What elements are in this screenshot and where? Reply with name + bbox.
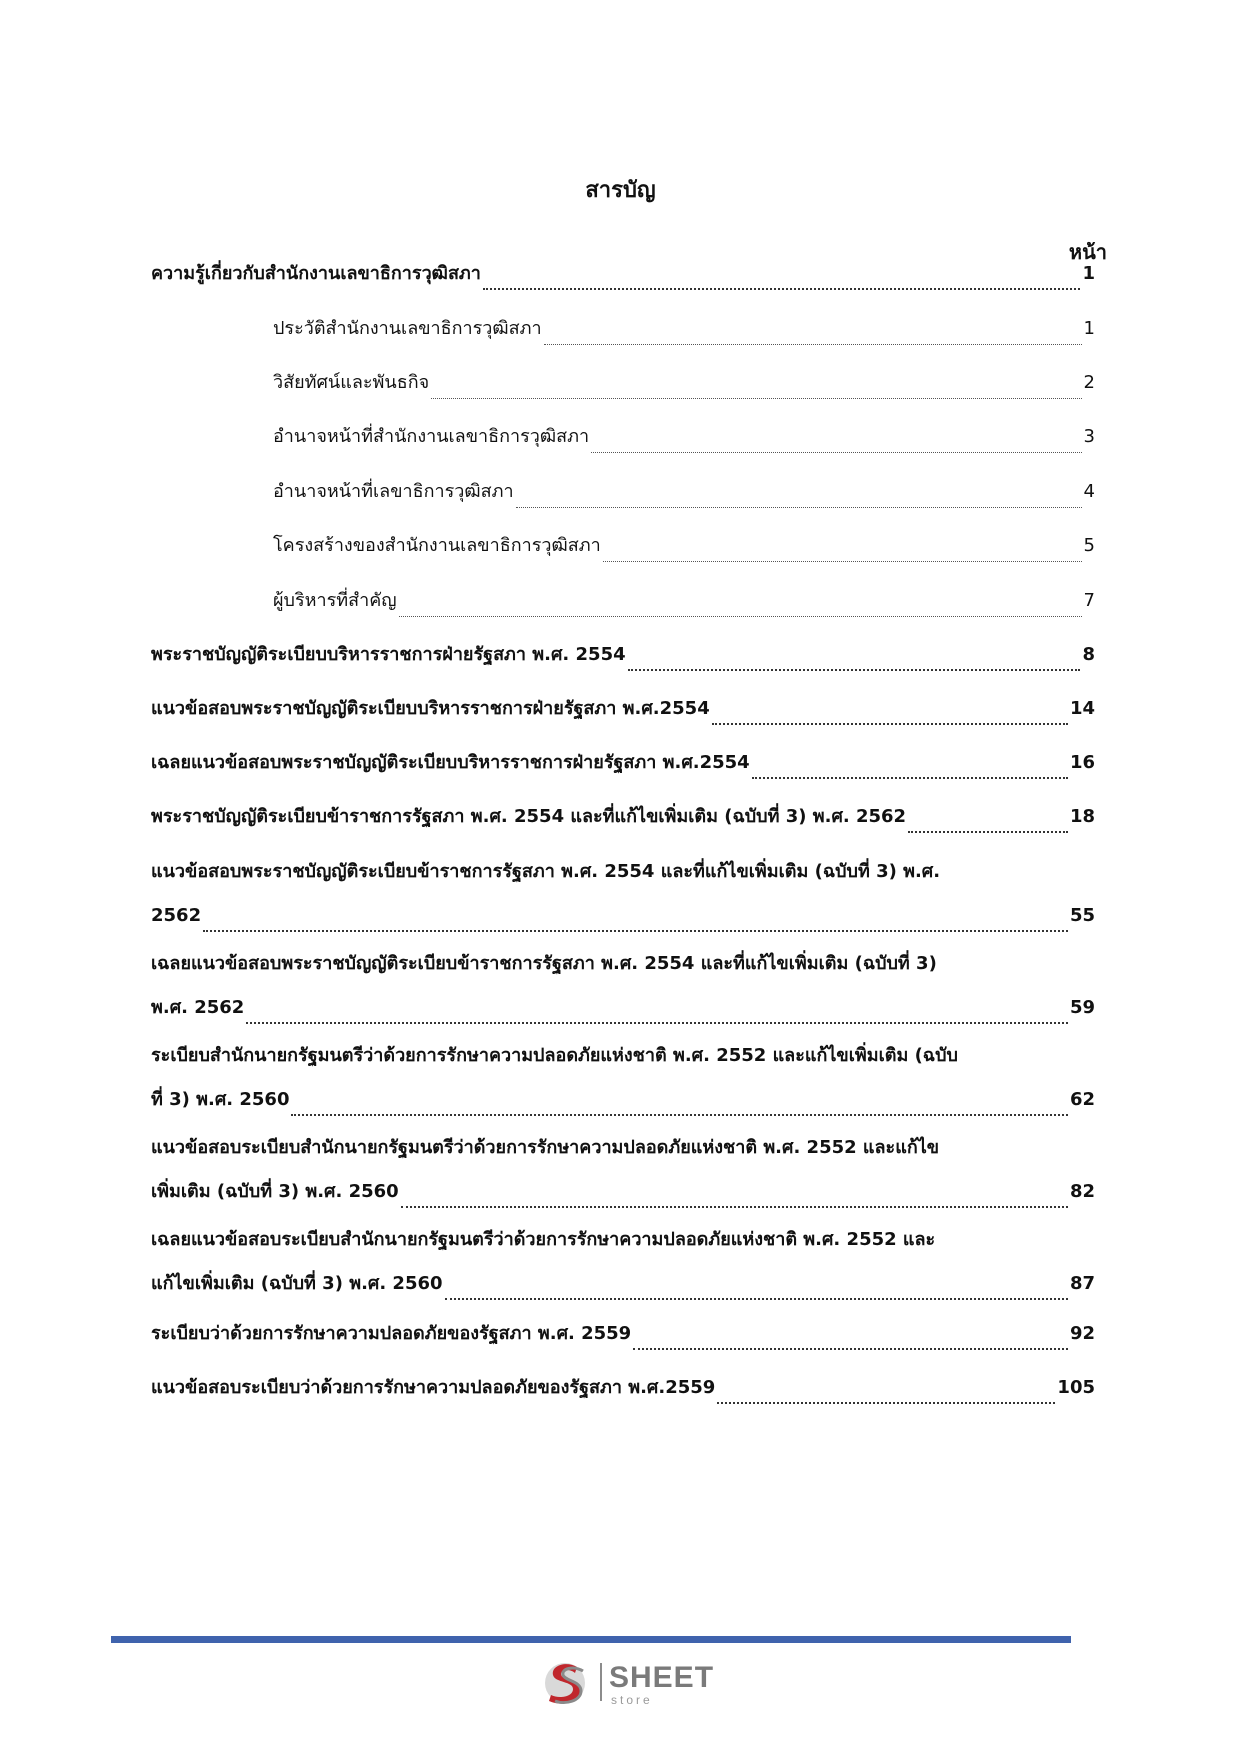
toc-entry[interactable] bbox=[151, 795, 1095, 839]
toc-leader-dots bbox=[628, 669, 1081, 671]
page-title: สารบัญ bbox=[585, 178, 656, 203]
toc-entry-text: 2562 bbox=[151, 905, 202, 926]
toc-leader-dots bbox=[633, 1348, 1068, 1350]
toc-entry-text: อำนาจหน้าที่สำนักงานเลขาธิการวุฒิสภา bbox=[273, 426, 590, 447]
toc-page-number: 8 bbox=[1082, 644, 1095, 665]
toc-leader-dots bbox=[603, 561, 1082, 562]
logo-brand-subtext: store bbox=[611, 1693, 653, 1707]
toc-entry-text: แนวข้อสอบระเบียบสำนักนายกรัฐมนตรีว่าด้วยการรักษาความปลอดภัยแห่งชาติ พ.ศ. 2552 และแก้ไข bbox=[151, 1137, 940, 1158]
logo-brand-text: SHEET bbox=[609, 1661, 715, 1694]
toc-entry-text: วิสัยทัศน์และพันธกิจ bbox=[273, 372, 430, 393]
toc-leader-dots bbox=[483, 288, 1081, 290]
toc-entry[interactable] bbox=[273, 470, 1095, 514]
toc-entry-text: แก้ไขเพิ่มเติม (ฉบับที่ 3) พ.ศ. 2560 bbox=[151, 1273, 443, 1294]
toc-entry-text: พระราชบัญญัติระเบียบบริหารราชการฝ่ายรัฐสภา พ.ศ. 2554 bbox=[151, 644, 626, 665]
toc-page-number: 2 bbox=[1083, 372, 1095, 393]
toc-leader-dots bbox=[591, 452, 1081, 453]
toc-page-number: 82 bbox=[1069, 1181, 1095, 1202]
toc-leader-dots bbox=[752, 777, 1068, 779]
toc-entry[interactable] bbox=[273, 361, 1095, 405]
toc-leader-dots bbox=[291, 1114, 1067, 1116]
toc-leader-dots bbox=[516, 507, 1082, 508]
toc-entry-text: เฉลยแนวข้อสอบระเบียบสำนักนายกรัฐมนตรีว่าด้วยการรักษาความปลอดภัยแห่งชาติ พ.ศ. 2552 และ bbox=[151, 1229, 936, 1250]
toc-entry[interactable] bbox=[273, 579, 1095, 623]
toc-leader-dots bbox=[401, 1206, 1068, 1208]
toc-page-number: 62 bbox=[1069, 1089, 1095, 1110]
sheet-store-logo-icon bbox=[543, 1657, 591, 1707]
toc-page-number: 7 bbox=[1083, 590, 1095, 611]
toc-entry-text: ที่ 3) พ.ศ. 2560 bbox=[151, 1089, 290, 1110]
toc-page-number: 18 bbox=[1069, 806, 1095, 827]
toc-entry[interactable] bbox=[151, 1312, 1095, 1356]
logo-separator bbox=[600, 1663, 602, 1701]
toc-entry-text: พระราชบัญญัติระเบียบข้าราชการรัฐสภา พ.ศ. 2554 และที่แก้ไขเพิ่มเติม (ฉบับที่ 3) พ.ศ. 2562 bbox=[151, 806, 907, 827]
toc-entry[interactable] bbox=[151, 741, 1095, 785]
toc-entry[interactable] bbox=[273, 524, 1095, 568]
toc-entry[interactable] bbox=[151, 633, 1095, 677]
toc-page-number: 5 bbox=[1083, 535, 1095, 556]
toc-entry-text: แนวข้อสอบพระราชบัญญัติระเบียบบริหารราชการฝ่ายรัฐสภา พ.ศ.2554 bbox=[151, 698, 710, 719]
toc-entry-text: แนวข้อสอบพระราชบัญญัติระเบียบข้าราชการรัฐสภา พ.ศ. 2554 และที่แก้ไขเพิ่มเติม (ฉบับที่ 3) พ.ศ. bbox=[151, 861, 941, 882]
toc-leader-dots bbox=[717, 1402, 1055, 1404]
toc-entry[interactable] bbox=[151, 252, 1095, 296]
sheet-store-logo bbox=[543, 1657, 713, 1707]
toc-page-number: 87 bbox=[1069, 1273, 1095, 1294]
toc-page-number: 3 bbox=[1083, 426, 1095, 447]
toc-leader-dots bbox=[712, 723, 1068, 725]
toc-page-number: 1 bbox=[1082, 263, 1095, 284]
page-column-label: หน้า bbox=[1068, 240, 1107, 264]
toc-leader-dots bbox=[908, 831, 1068, 833]
toc-entry[interactable] bbox=[273, 307, 1095, 351]
toc-entry[interactable] bbox=[151, 1218, 1095, 1306]
toc-entry-text: แนวข้อสอบระเบียบว่าด้วยการรักษาความปลอดภัยของรัฐสภา พ.ศ.2559 bbox=[151, 1377, 716, 1398]
toc-entry-text: ประวัติสำนักงานเลขาธิการวุฒิสภา bbox=[273, 318, 542, 339]
toc-entry-text: พ.ศ. 2562 bbox=[151, 997, 245, 1018]
toc-entry-text: ผู้บริหารที่สำคัญ bbox=[273, 590, 397, 611]
toc-leader-dots bbox=[246, 1022, 1068, 1024]
toc-entry[interactable] bbox=[273, 415, 1095, 459]
toc-entry-text: เฉลยแนวข้อสอบพระราชบัญญัติระเบียบข้าราชการรัฐสภา พ.ศ. 2554 และที่แก้ไขเพิ่มเติม (ฉบับที่ 3) bbox=[151, 953, 937, 974]
toc-entry-text: ระเบียบสำนักนายกรัฐมนตรีว่าด้วยการรักษาความปลอดภัยแห่งชาติ พ.ศ. 2552 และแก้ไขเพิ่มเติม (ฉบับ bbox=[151, 1045, 958, 1066]
footer-divider bbox=[111, 1636, 1071, 1643]
toc-entry[interactable] bbox=[151, 942, 1095, 1030]
toc-entry[interactable] bbox=[151, 1366, 1095, 1410]
toc-entry-text: โครงสร้างของสำนักงานเลขาธิการวุฒิสภา bbox=[273, 535, 601, 556]
toc-leader-dots bbox=[445, 1298, 1068, 1300]
toc-leader-dots bbox=[431, 398, 1081, 399]
toc-page-number: 55 bbox=[1069, 905, 1095, 926]
toc-page-number: 1 bbox=[1083, 318, 1095, 339]
toc-entry-text: ความรู้เกี่ยวกับสำนักงานเลขาธิการวุฒิสภา bbox=[151, 263, 481, 284]
toc-page-number: 16 bbox=[1069, 752, 1095, 773]
toc-entry-text: อำนาจหน้าที่เลขาธิการวุฒิสภา bbox=[273, 481, 514, 502]
toc-page-number: 14 bbox=[1069, 698, 1095, 719]
toc-leader-dots bbox=[399, 616, 1082, 617]
toc-entry[interactable] bbox=[151, 687, 1095, 731]
toc-entry-text: ระเบียบว่าด้วยการรักษาความปลอดภัยของรัฐสภา พ.ศ. 2559 bbox=[151, 1323, 632, 1344]
toc-entry-text: เพิ่มเติม (ฉบับที่ 3) พ.ศ. 2560 bbox=[151, 1181, 399, 1202]
toc-entry[interactable] bbox=[151, 1126, 1095, 1214]
toc-page-number: 59 bbox=[1069, 997, 1095, 1018]
toc-leader-dots bbox=[203, 930, 1068, 932]
toc-entry[interactable] bbox=[151, 1034, 1095, 1122]
toc-page-number: 92 bbox=[1069, 1323, 1095, 1344]
toc-entry[interactable] bbox=[151, 850, 1095, 938]
toc-leader-dots bbox=[544, 344, 1082, 345]
toc-page-number: 105 bbox=[1057, 1377, 1095, 1398]
toc-entry-text: เฉลยแนวข้อสอบพระราชบัญญัติระเบียบบริหารราชการฝ่ายรัฐสภา พ.ศ.2554 bbox=[151, 752, 750, 773]
toc-page-number: 4 bbox=[1083, 481, 1095, 502]
